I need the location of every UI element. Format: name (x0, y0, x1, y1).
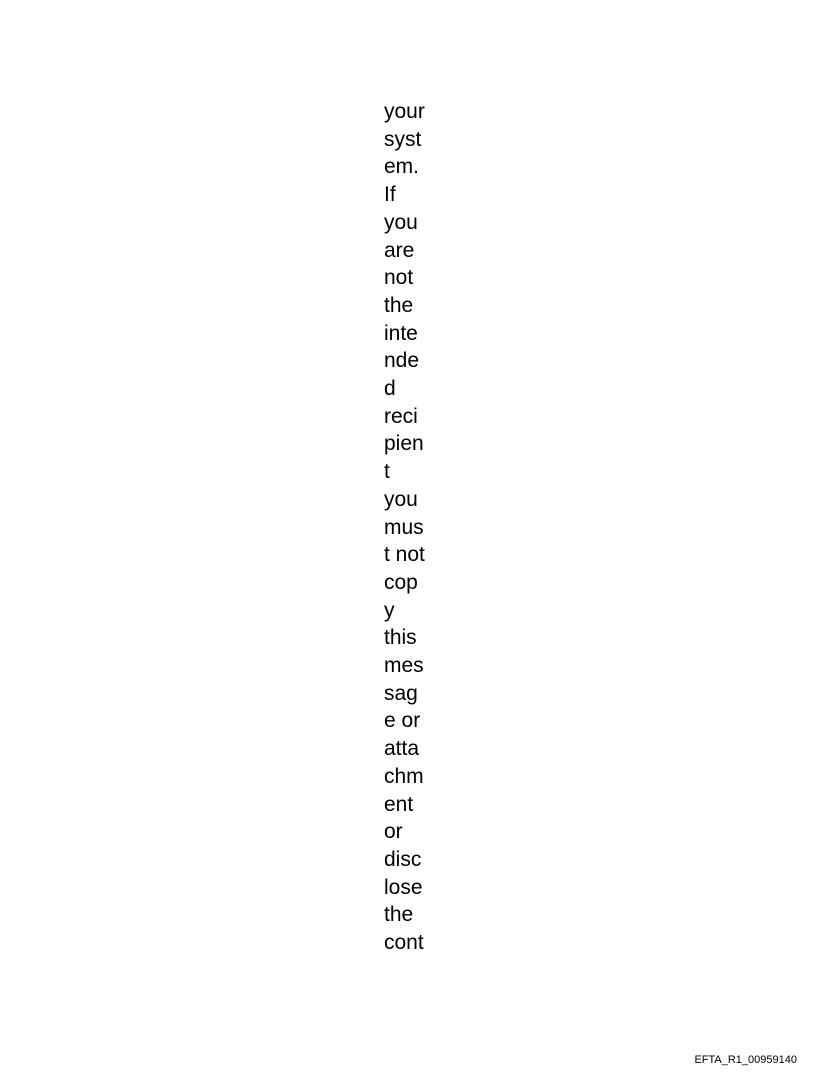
text-fragment: t not (384, 543, 425, 567)
text-fragment: e or (384, 709, 421, 733)
text-fragment: or (384, 820, 403, 844)
text-fragment: If (384, 183, 396, 207)
text-fragment: cont (384, 931, 424, 955)
text-fragment: chm (384, 764, 424, 788)
text-fragment: em. (384, 155, 420, 179)
text-fragment: the (384, 293, 414, 317)
text-fragment: the (384, 903, 414, 927)
text-fragment: not (384, 266, 414, 290)
text-fragment: your (384, 100, 425, 123)
text-fragment: cop (384, 570, 418, 594)
text-fragment: you (384, 210, 418, 234)
text-fragment: you (384, 487, 418, 511)
text-fragment: inte (384, 321, 418, 345)
text-fragment: ent (384, 792, 414, 816)
text-fragment: d (384, 377, 396, 401)
document-id-footer: EFTA_R1_00959140 (694, 1054, 797, 1066)
text-fragment: atta (384, 737, 420, 761)
text-fragment: are (384, 238, 415, 262)
text-fragment: disc (384, 847, 422, 871)
text-fragment: t (384, 460, 390, 484)
disclaimer-text-column (384, 98, 425, 957)
text-fragment: y (384, 598, 395, 622)
text-fragment: pien (384, 432, 424, 456)
text-fragment: nde (384, 349, 420, 373)
text-fragment: mus (384, 515, 424, 539)
text-fragment: reci (384, 404, 418, 428)
text-fragment: syst (384, 127, 422, 151)
text-fragment: mes (384, 654, 424, 678)
text-fragment: lose (384, 875, 423, 899)
text-fragment: sag (384, 681, 418, 705)
text-fragment: this (384, 626, 417, 650)
